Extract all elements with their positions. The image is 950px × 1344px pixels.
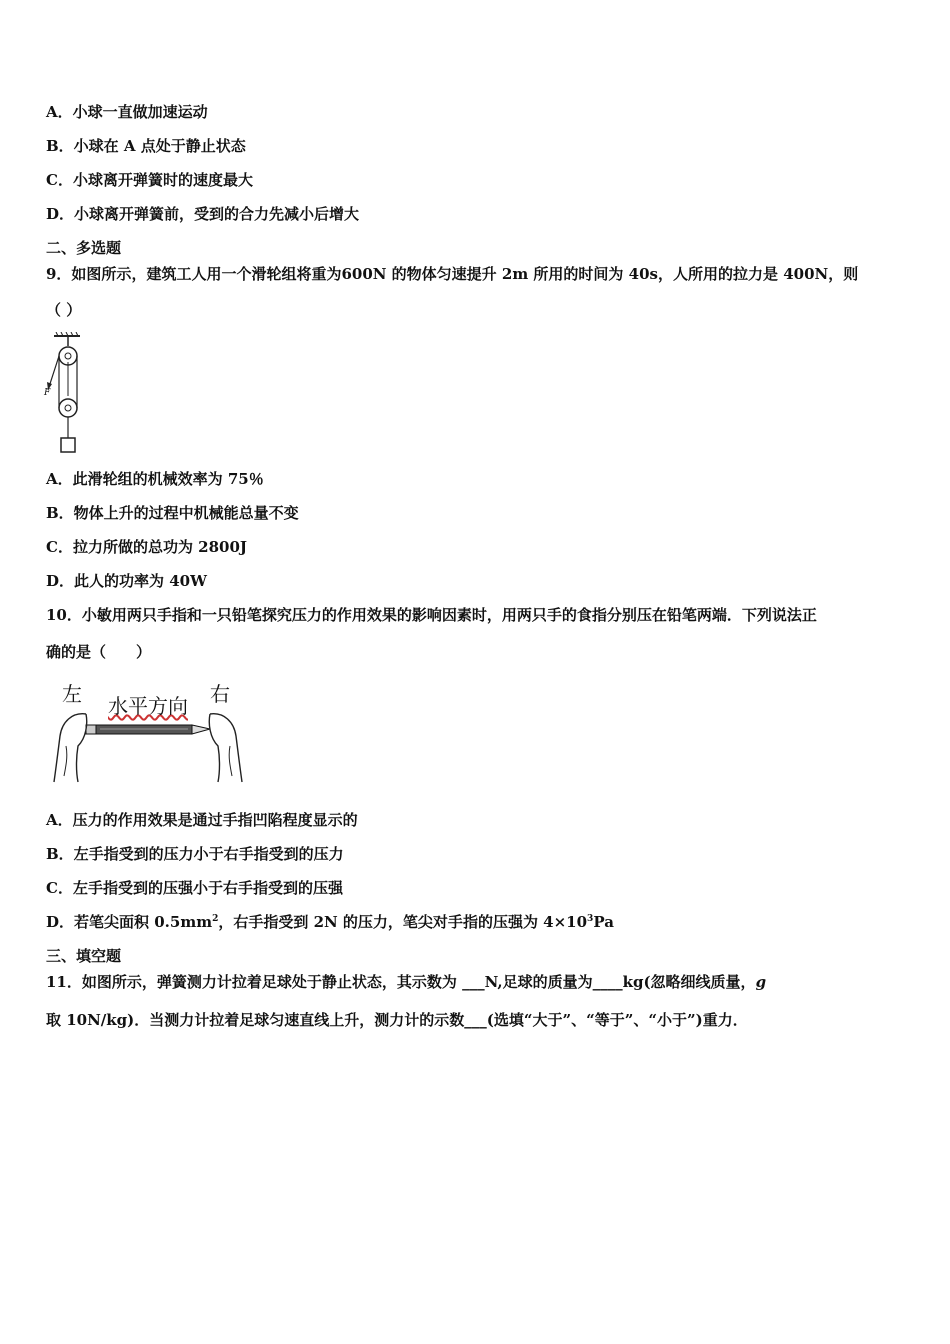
q8-option-d: D．小球离开弹簧前，受到的合力先减小后增大: [46, 205, 360, 223]
q11-line1-main: 11．如图所示，弹簧测力计拉着足球处于静止状态，其示数为 ___N,足球的质量为____kg(忽略细线质量，: [46, 973, 756, 991]
q10-stem-line2: 确的是（ ）: [46, 643, 152, 661]
q9-option-c: C．拉力所做的总功为 2800J: [46, 538, 248, 556]
q8-option-a: A．小球一直做加速运动: [46, 103, 208, 121]
figure-caption-horizontal: 水平方向: [108, 694, 188, 718]
q8-option-c: C．小球离开弹簧时的速度最大: [46, 171, 253, 189]
q9-option-d: D．此人的功率为 40W: [46, 572, 207, 590]
q10-option-d: [46, 912, 614, 932]
figure-label-left: 左: [62, 682, 82, 706]
q11-line2: 取 10N/kg)．当测力计拉着足球匀速直线上升，测力计的示数___(选填“大于”、“等于”、“小于”)重力．: [46, 1011, 748, 1029]
q11-line1-g: g: [755, 973, 767, 991]
q11-line1: [46, 972, 766, 992]
q10-option-d-sup2: 3: [587, 914, 594, 924]
q9-stem-line1: 9．如图所示，建筑工人用一个滑轮组将重为600N 的物体匀速提升 2m 所用的时间为 40s，人所用的拉力是 400N，则: [46, 265, 859, 283]
q10-option-d-part1: D．若笔尖面积 0.5mm: [46, 913, 213, 931]
q10-option-a: A．压力的作用效果是通过手指凹陷程度显示的: [46, 811, 358, 829]
q10-option-b: B．左手指受到的压力小于右手指受到的压力: [46, 845, 344, 863]
pulley-figure: [40, 332, 100, 458]
q9-stem-line2: （ ）: [46, 301, 82, 319]
q10-option-c: C．左手指受到的压强小于右手指受到的压强: [46, 879, 343, 897]
figure-label-right: 右: [210, 682, 230, 706]
section-heading-fill-in: 三、填空题: [46, 947, 122, 965]
q8-option-b: B．小球在 A 点处于静止状态: [46, 137, 246, 155]
force-label-f: F: [44, 388, 51, 398]
q9-option-b: B．物体上升的过程中机械能总量不变: [46, 504, 299, 522]
fingers-pencil-diagram: [48, 676, 248, 788]
pencil-figure: [48, 676, 248, 788]
q9-option-a: A．此滑轮组的机械效率为 75％: [46, 470, 264, 488]
q10-stem-line1: 10．小敏用两只手指和一只铅笔探究压力的作用效果的影响因素时，用两只手的食指分别压在铅笔两端．下列说法正: [46, 606, 817, 624]
q10-option-d-sup1: 2: [212, 914, 219, 924]
q10-option-d-part2: ，右手指受到 2N 的压力，笔尖对手指的压强为 4×10: [218, 913, 588, 931]
q10-option-d-part3: Pa: [593, 913, 614, 931]
section-heading-multiple-choice: 二、多选题: [46, 239, 122, 257]
